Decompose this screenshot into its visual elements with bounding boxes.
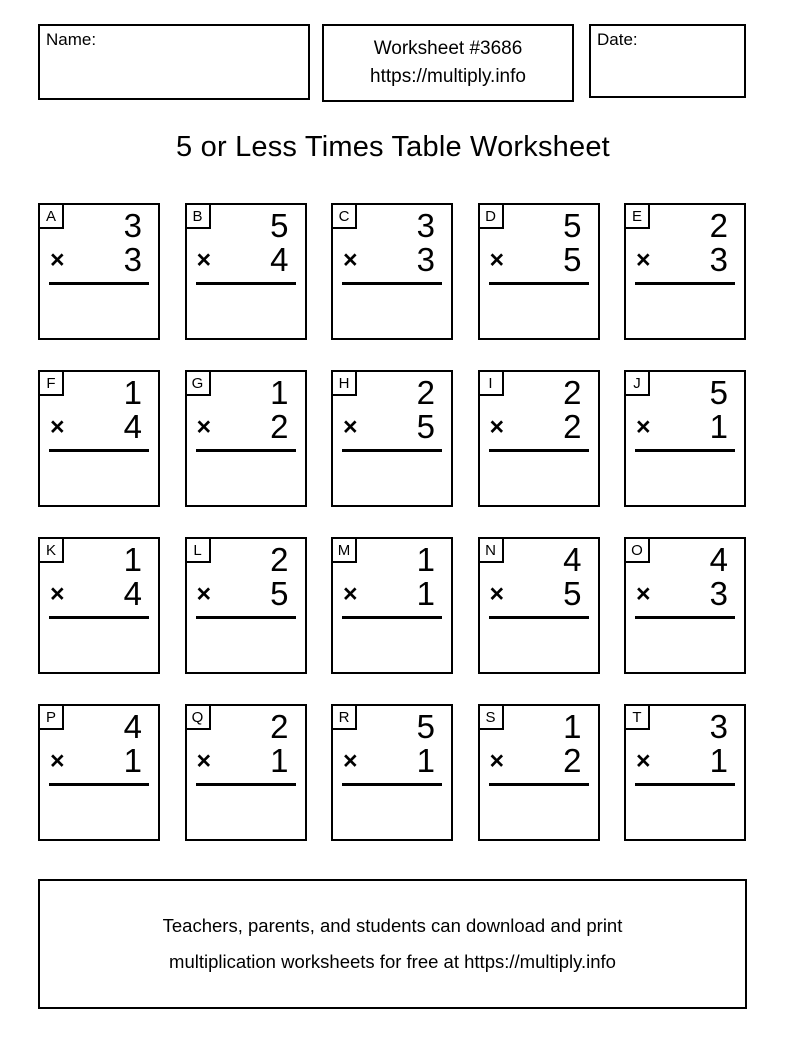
- multiplier-row: [187, 744, 305, 778]
- multiplicand: 4: [123, 708, 142, 745]
- answer-line: [49, 783, 149, 786]
- multiplier-row: [480, 410, 598, 444]
- answer-line: [196, 282, 296, 285]
- multiplicand: 5: [709, 374, 728, 411]
- problem-letter: J: [633, 374, 641, 392]
- problem-letter: S: [485, 708, 496, 726]
- multiplicand: 1: [270, 374, 289, 411]
- header: [38, 24, 747, 102]
- multiply-icon: ×: [50, 747, 65, 775]
- multiplicand: 2: [416, 374, 435, 411]
- multiplier-row: [40, 577, 158, 611]
- multiply-icon: ×: [50, 246, 65, 274]
- problem-letter-badge: [331, 203, 357, 229]
- multiply-icon: ×: [489, 413, 505, 441]
- worksheet-number: Worksheet #3686: [373, 38, 523, 59]
- multiplier: 5: [416, 408, 435, 445]
- problem-letter-badge: [185, 370, 211, 396]
- problem-letter-badge: [624, 203, 650, 229]
- multiplier-row: [333, 410, 451, 444]
- problem-letter-badge: [624, 370, 650, 396]
- multiplicand: 2: [563, 374, 582, 411]
- problem-letter-badge: [38, 704, 64, 730]
- problem-letter-badge: [624, 704, 650, 730]
- multiply-icon: ×: [636, 580, 651, 608]
- problem-box: [331, 537, 453, 674]
- problem-letter-badge: [331, 370, 357, 396]
- multiplier: 4: [123, 575, 142, 612]
- problem-box: [185, 704, 307, 841]
- multiplier-row: [480, 577, 598, 611]
- worksheet-url: https://multiply.info: [370, 66, 526, 87]
- worksheet-info-box: [322, 24, 574, 102]
- multiplier: 3: [416, 241, 435, 278]
- problem-letter: M: [337, 541, 351, 559]
- answer-line: [342, 449, 442, 452]
- problem-letter: K: [45, 541, 56, 559]
- multiplier: 1: [709, 742, 728, 779]
- problem-letter-badge: [478, 704, 504, 730]
- multiply-icon: ×: [489, 246, 505, 274]
- problem-box: [478, 704, 600, 841]
- answer-line: [635, 783, 735, 786]
- answer-line: [635, 616, 735, 619]
- multiply-icon: ×: [343, 580, 358, 608]
- problem-box: [331, 370, 453, 507]
- multiplicand: 2: [270, 708, 289, 745]
- problem-letter-badge: [38, 203, 64, 229]
- problem-box: [331, 704, 453, 841]
- multiplier-row: [40, 744, 158, 778]
- multiplier-row: [480, 744, 598, 778]
- multiplier: 5: [563, 241, 582, 278]
- problem-letter-badge: [38, 537, 64, 563]
- multiply-icon: ×: [196, 246, 212, 274]
- problem-box: [185, 537, 307, 674]
- problem-box: [331, 203, 453, 340]
- multiply-icon: ×: [343, 246, 358, 274]
- multiplier: 5: [563, 575, 582, 612]
- multiplier: 3: [123, 241, 142, 278]
- problem-letter: N: [485, 541, 496, 559]
- answer-line: [196, 783, 296, 786]
- multiplier-row: [333, 243, 451, 277]
- date-label: Date:: [597, 30, 638, 49]
- multiplier: 1: [270, 742, 289, 779]
- answer-line: [489, 449, 589, 452]
- multiplicand: 4: [563, 541, 582, 578]
- multiplicand: 2: [270, 541, 289, 578]
- problem-letter: B: [192, 207, 203, 225]
- problems-grid: [38, 203, 746, 841]
- multiplier: 1: [709, 408, 728, 445]
- answer-line: [342, 783, 442, 786]
- problem-box: [624, 537, 746, 674]
- name-field-box: [38, 24, 310, 100]
- multiplier: 2: [270, 408, 289, 445]
- multiplier-row: [626, 243, 744, 277]
- footer-line-1: Teachers, parents, and students can download and print: [162, 915, 623, 936]
- problem-letter: O: [631, 541, 643, 559]
- answer-line: [49, 282, 149, 285]
- multiplicand: 1: [563, 708, 582, 745]
- multiply-icon: ×: [489, 580, 505, 608]
- multiply-icon: ×: [50, 580, 65, 608]
- answer-line: [49, 616, 149, 619]
- multiplicand: 1: [123, 541, 142, 578]
- problem-letter: C: [338, 207, 350, 225]
- multiplier: 3: [709, 241, 728, 278]
- answer-line: [635, 282, 735, 285]
- problem-letter: L: [193, 541, 202, 559]
- problem-box: [38, 537, 160, 674]
- multiply-icon: ×: [196, 747, 212, 775]
- multiplier-row: [626, 744, 744, 778]
- multiplicand: 3: [709, 708, 728, 745]
- problem-letter: I: [488, 374, 493, 392]
- multiply-icon: ×: [343, 747, 358, 775]
- multiplicand: 4: [709, 541, 728, 578]
- multiply-icon: ×: [636, 413, 651, 441]
- multiplier-row: [40, 410, 158, 444]
- problem-box: [38, 203, 160, 340]
- date-field-box: [589, 24, 746, 98]
- answer-line: [342, 616, 442, 619]
- multiplicand: 3: [123, 207, 142, 244]
- multiplier-row: [626, 577, 744, 611]
- problem-letter-badge: [478, 203, 504, 229]
- multiplier: 4: [270, 241, 289, 278]
- problem-letter-badge: [185, 704, 211, 730]
- problem-letter: F: [46, 374, 56, 392]
- problem-box: [624, 370, 746, 507]
- problem-letter-badge: [624, 537, 650, 563]
- name-label: Name:: [46, 30, 97, 49]
- answer-line: [489, 783, 589, 786]
- problem-box: [38, 370, 160, 507]
- multiplier: 1: [416, 742, 435, 779]
- problem-letter-badge: [185, 203, 211, 229]
- multiply-icon: ×: [196, 580, 212, 608]
- problem-letter-badge: [331, 704, 357, 730]
- problem-letter: G: [191, 374, 204, 392]
- problem-letter: T: [632, 708, 642, 726]
- problem-letter: P: [45, 708, 56, 726]
- answer-line: [489, 282, 589, 285]
- multiplier: 3: [709, 575, 728, 612]
- problem-box: [624, 203, 746, 340]
- problem-box: [185, 370, 307, 507]
- multiplier: 1: [416, 575, 435, 612]
- multiplier-row: [187, 577, 305, 611]
- multiplier-row: [333, 577, 451, 611]
- page-title: 5 or Less Times Table Worksheet: [176, 131, 610, 163]
- problem-letter-badge: [331, 537, 357, 563]
- multiplier: 5: [270, 575, 289, 612]
- multiplier: 4: [123, 408, 142, 445]
- multiplier-row: [40, 243, 158, 277]
- problem-letter: E: [631, 207, 642, 225]
- multiplicand: 1: [416, 541, 435, 578]
- problem-letter-badge: [478, 370, 504, 396]
- problem-letter-badge: [478, 537, 504, 563]
- problem-letter: R: [338, 708, 350, 726]
- answer-line: [196, 616, 296, 619]
- answer-line: [196, 449, 296, 452]
- problem-letter: A: [45, 207, 56, 225]
- problem-letter-badge: [38, 370, 64, 396]
- multiply-icon: ×: [489, 747, 505, 775]
- problem-box: [624, 704, 746, 841]
- multiplicand: 2: [709, 207, 728, 244]
- multiplier-row: [187, 410, 305, 444]
- answer-line: [489, 616, 589, 619]
- multiplier-row: [187, 243, 305, 277]
- problem-letter: D: [485, 207, 496, 225]
- multiplicand: 1: [123, 374, 142, 411]
- problem-letter-badge: [185, 537, 211, 563]
- multiplicand: 3: [416, 207, 435, 244]
- problem-letter: H: [338, 374, 350, 392]
- answer-line: [342, 282, 442, 285]
- multiplier: 2: [563, 408, 582, 445]
- multiply-icon: ×: [343, 413, 358, 441]
- problem-box: [478, 537, 600, 674]
- multiplicand: 5: [270, 207, 289, 244]
- multiply-icon: ×: [636, 246, 651, 274]
- multiply-icon: ×: [196, 413, 212, 441]
- multiplier-row: [626, 410, 744, 444]
- multiplicand: 5: [563, 207, 582, 244]
- multiplier: 2: [563, 742, 582, 779]
- footer-line-2: multiplication worksheets for free at https://multiply.info: [169, 951, 616, 972]
- multiply-icon: ×: [50, 413, 65, 441]
- multiplier-row: [333, 744, 451, 778]
- footer-note-box: [38, 879, 747, 1009]
- multiply-icon: ×: [636, 747, 651, 775]
- answer-line: [635, 449, 735, 452]
- problem-box: [38, 704, 160, 841]
- problem-box: [185, 203, 307, 340]
- problem-letter: Q: [191, 708, 204, 726]
- multiplier-row: [480, 243, 598, 277]
- problem-box: [478, 370, 600, 507]
- multiplier: 1: [123, 742, 142, 779]
- multiplicand: 5: [416, 708, 435, 745]
- answer-line: [49, 449, 149, 452]
- problem-box: [478, 203, 600, 340]
